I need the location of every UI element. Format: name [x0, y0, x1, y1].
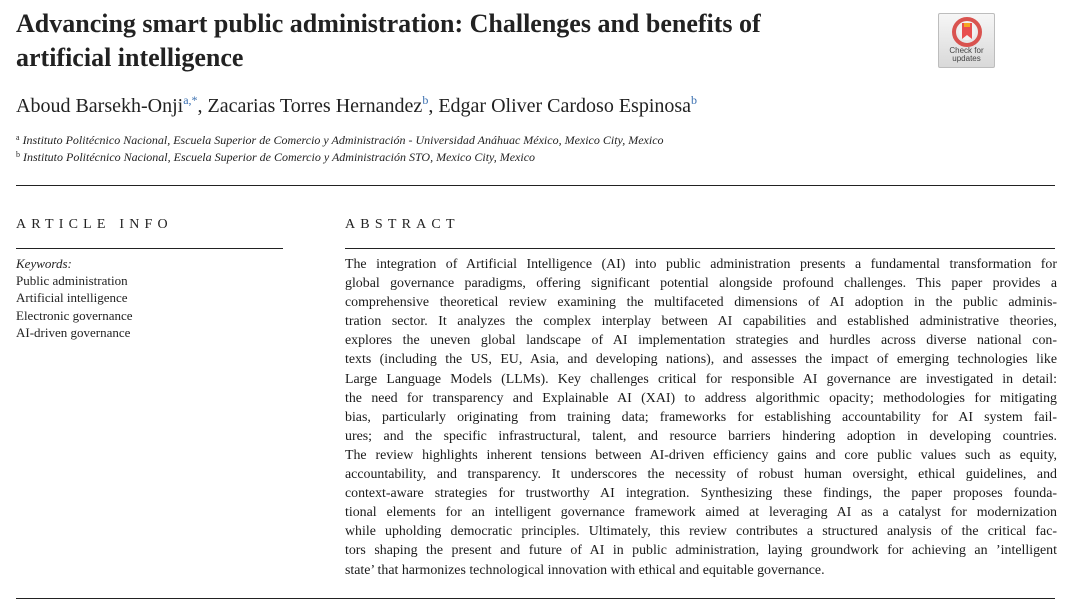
- keyword-item: AI-driven governance: [16, 324, 131, 340]
- author-affiliation-marker[interactable]: a,: [183, 93, 192, 107]
- abstract-line: tration sector. It analyzes the complex interplay between AI capabilities and established administrative theories,: [345, 314, 1057, 330]
- abstract-line: while upholding democratic principles. Ultimately, this review contributes a structured analysis of the critical fac-: [345, 524, 1057, 540]
- check-for-updates-line-1: Check for: [949, 46, 984, 55]
- title-line-2: artificial intelligence: [16, 43, 244, 72]
- author-separator: ,: [428, 95, 439, 117]
- abstract-line: state’ that harmonizes technological innovation with ethical and equitable governance.: [345, 562, 825, 578]
- author-name[interactable]: Zacarias Torres Hernandez: [207, 95, 423, 117]
- affiliation-b: [16, 150, 535, 165]
- abstract-line: comprehensive theoretical review examining the multifaceted dimensions of AI adoption in the public adminis-: [345, 295, 1057, 311]
- article-title: [16, 7, 896, 75]
- article-info-divider: [16, 248, 283, 249]
- abstract-line: The review highlights inherent tensions between AI-driven efficiency gains and core public values such as equity,: [345, 447, 1057, 463]
- abstract-body: [345, 255, 1057, 580]
- abstract-divider: [345, 248, 1055, 249]
- title-line-1: Advancing smart public administration: Challenges and benefits of: [16, 9, 761, 38]
- abstract-line: context-aware strategies for trustworthy AI integration. Synthesizing these findings, the paper proposes founda-: [345, 486, 1057, 502]
- affiliation-marker: a: [16, 133, 20, 142]
- abstract-line: texts (including the US, EU, Asia, and developing nations), and assesses the impact of emerging technologies like: [345, 352, 1057, 368]
- abstract-line: The integration of Artificial Intelligence (AI) into public administration presents a fundamental transformation for: [345, 257, 1057, 272]
- abstract-line: bias, particularly originating from training data; frameworks for establishing accountability for AI system fail-: [345, 409, 1057, 425]
- author-separator: ,: [197, 95, 208, 117]
- keywords-label: Keywords:: [16, 256, 72, 271]
- author-affiliation-marker[interactable]: b: [691, 93, 698, 107]
- affiliation-marker: b: [16, 150, 20, 159]
- footer-divider: [16, 598, 1055, 599]
- keywords-panel: [16, 255, 276, 341]
- keyword-item: Public administration: [16, 273, 128, 289]
- author-name[interactable]: Aboud Barsekh-Onji: [16, 95, 184, 117]
- check-for-updates-label: [939, 47, 994, 63]
- abstract-heading: ABSTRACT: [345, 217, 460, 232]
- abstract-line: Large Language Models (LLMs). Key challenges critical for responsible AI governance are investigated in detail:: [345, 371, 1057, 387]
- abstract-line: accountability, and transparency. It underscores the necessity of robust human oversight, ethical guidelines, and: [345, 467, 1057, 483]
- abstract-line: tional elements for an intelligent governance framework aimed at leveraging AI as a catalyst for modernization: [345, 505, 1057, 521]
- abstract-line: tors shaping the present and future of AI in public administration, laying groundwork for achieving an ’intelligent: [345, 543, 1057, 559]
- check-for-updates-badge[interactable]: [938, 13, 995, 68]
- affiliation-a: [16, 133, 664, 148]
- affiliation-text: Instituto Politécnico Nacional, Escuela Superior de Comercio y Administración STO, Mexico City, Mexico: [23, 150, 536, 164]
- abstract-line: ures; and the specific infrastructural, talent, and resource barriers hindering adoption in developing countries.: [345, 428, 1057, 444]
- abstract-line: the need for transparency and Explainable AI (XAI) to address algorithmic opacity; methodologies for mitigating: [345, 390, 1057, 406]
- corresponding-author-marker[interactable]: *: [191, 93, 198, 107]
- article-info-heading: ARTICLE INFO: [16, 217, 173, 232]
- affiliation-text: Instituto Politécnico Nacional, Escuela Superior de Comercio y Administración - Universidad Anáhuac México, Mexico City, Mexico: [22, 133, 664, 147]
- author-affiliation-marker[interactable]: b: [422, 93, 429, 107]
- keyword-item: Artificial intelligence: [16, 290, 128, 306]
- keyword-item: Electronic governance: [16, 307, 133, 323]
- check-for-updates-bookmark-icon: [951, 17, 983, 47]
- author-name[interactable]: Edgar Oliver Cardoso Espinosa: [438, 95, 692, 117]
- header-divider: [16, 185, 1055, 186]
- abstract-line: explores the uneven global landscape of AI implementation strategies and hurdles across diverse national con-: [345, 333, 1057, 349]
- check-for-updates-line-2: updates: [952, 54, 981, 63]
- author-list: [16, 93, 697, 119]
- abstract-line: global governance paradigms, offering significant potential alongside profound challenges. This paper provides a: [345, 276, 1057, 292]
